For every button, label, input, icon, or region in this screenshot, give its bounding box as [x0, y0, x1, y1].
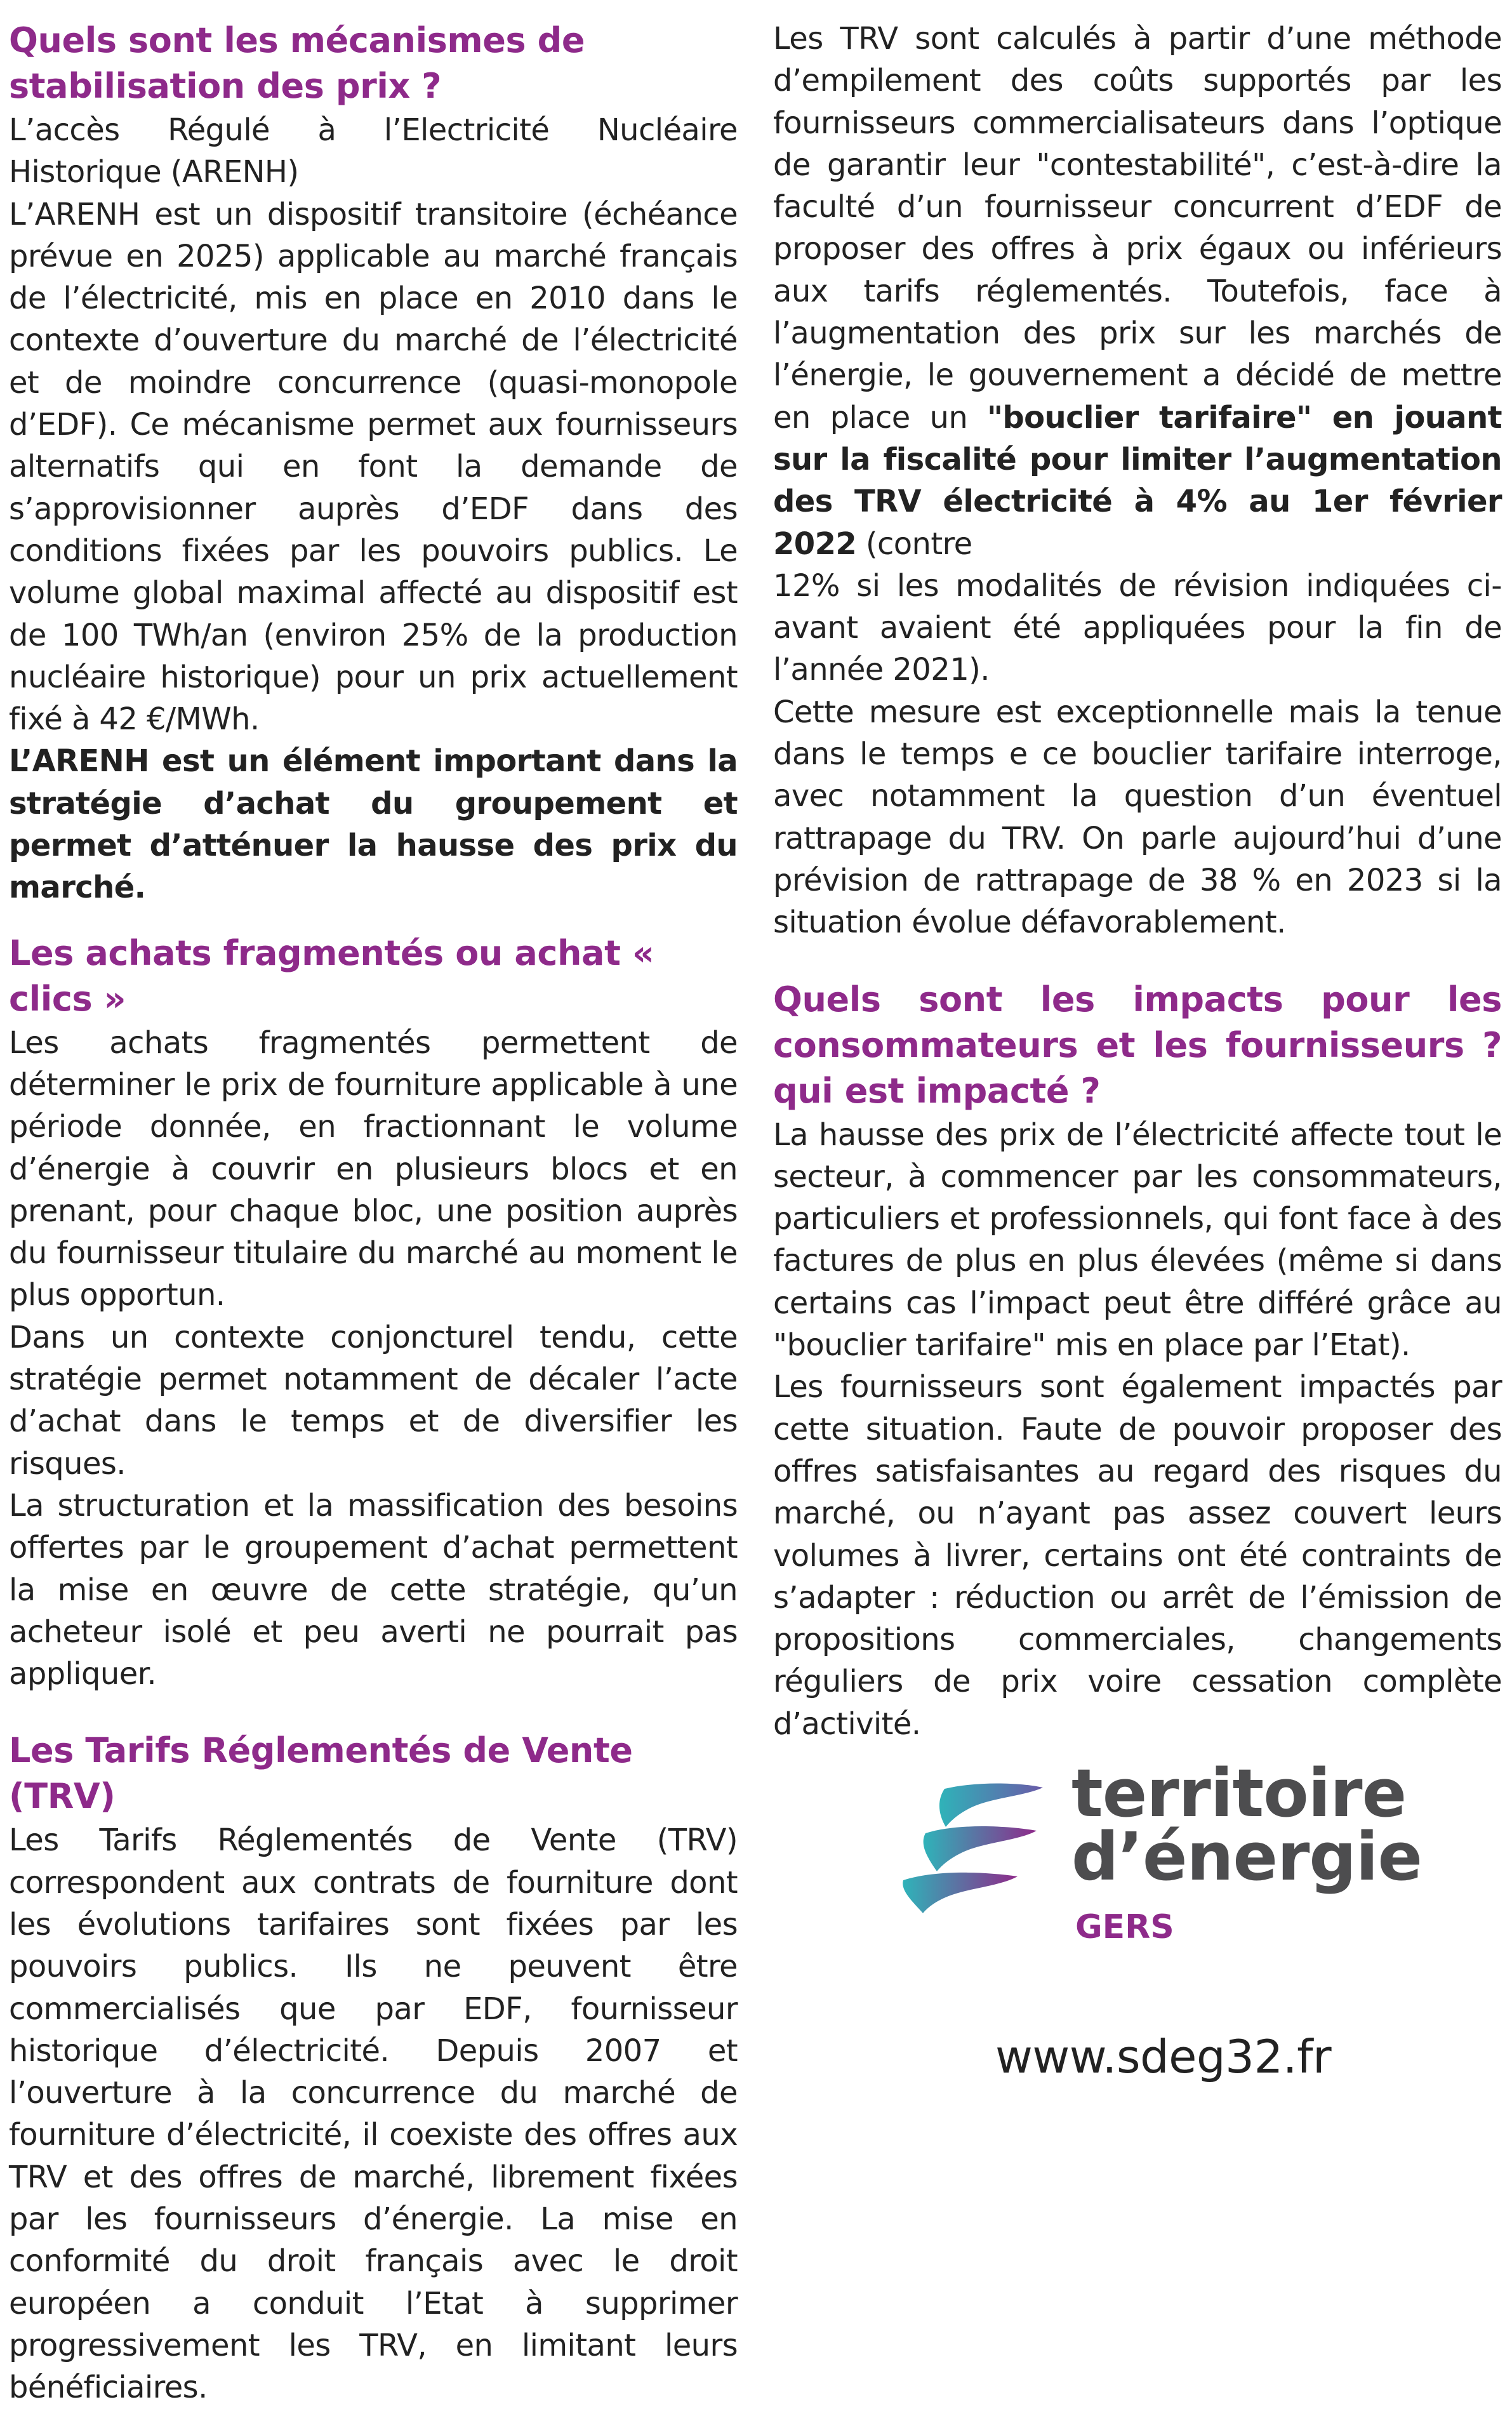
paragraph-impacts-2: Les fournisseurs sont également impactés par cette situation. Faute de pouvoir proposer des offres satisfaisantes au regard des risques du marché, ou n’ayant pas assez couvert leurs volumes à livrer, certains ont été contraints de s’adapter : réduction ou arrêt de l’émission de propositions commerciales, changements réguliers de prix voire cessation complète d’activité. — [773, 1369, 1502, 1742]
subtitle-arenh: L’accès Régulé à l’Electricité Nucléaire Historique (ARENH) — [9, 112, 738, 190]
paragraph-trv-calcul — [773, 18, 1502, 565]
text-span: Les TRV sont calculés à partir d’une méthode d’empilement des coûts supportés par les fournisseurs commercialisateurs dans l’optique de garantir leur "contestabilité", c’est-à-dire la faculté d’un fournisseur concurrent d’EDF de proposer des offres à prix égaux ou inférieurs aux tarifs réglementés. Toutefois, face à l’augmentation des prix sur les marchés de l’énergie, le gouvernement a décidé de mettre en place un — [773, 21, 1502, 435]
wave-logo-icon — [900, 1770, 1046, 1916]
bold-text: L’ARENH est un élément important dans la stratégie d’achat du groupement et permet d’atténuer la hausse des prix du marché. — [9, 743, 738, 906]
website-link[interactable]: www.sdeg32.fr — [995, 2030, 1332, 2083]
paragraph-trv: Les Tarifs Réglementés de Vente (TRV) correspondent aux contrats de fourniture dont les évolutions tarifaires sont fixées par les pouvoirs publics. Ils ne peuvent être commercialisés que par EDF, fournisseur historique d’électricité. Depuis 2007 et l’ouverture à la concurrence du marché de fourniture d’électricité, il coexiste des offres aux TRV et des offres de marché, librement fixées par les fournisseurs d’énergie. La mise en conformité du droit français avec le droit européen a conduit l’Etat à supprimer progressivement les TRV, en limitant leurs bénéficiaires. — [9, 1822, 738, 2406]
section-title-impacts: Quels sont les impacts pour les consommateurs et les fournisseurs ? qui est impacté ? — [773, 979, 1502, 1111]
paragraph-impacts-1: La hausse des prix de l’électricité affecte tout le secteur, à commencer par les consommateurs, particuliers et professionnels, qui font face à des factures de plus en plus élevées (même si dans certains cas l’impact peut être différé grâce au "bouclier tarifaire" mis en place par l’Etat). — [773, 1117, 1502, 1364]
text-span: (contre — [856, 526, 972, 562]
logo-subtitle: GERS — [1075, 1908, 1174, 1946]
paragraph-achats-1: Les achats fragmentés permettent de déterminer le prix de fourniture applicable à une période donnée, en fractionnant le volume d’énergie à couvrir en plusieurs blocs et en prenant, pour chaque bloc, une position auprès du fournisseur titulaire du marché au moment le plus opportun. — [9, 1025, 738, 1313]
section-title-stabilisation: Quels sont les mécanismes de stabilisation des prix ? — [9, 20, 585, 106]
section-title-achats-fragmentes: Les achats fragmentés ou achat « clics » — [9, 932, 654, 1019]
right-column — [773, 18, 1502, 1745]
bold-text: "bouclier tarifaire" en jouant sur la fiscalité pour limiter l’augmentation des TRV électricité à 4% au 1er février 2022 — [773, 399, 1502, 562]
paragraph-arenh: L’ARENH est un dispositif transitoire (échéance prévue en 2025) applicable au marché français de l’électricité, mis en place en 2010 dans le contexte d’ouverture du marché de l’électricité et de moindre concurrence (quasi-monopole d’EDF). Ce mécanisme permet aux fournisseurs alternatifs qui en font la demande de s’approvisionner auprès d’EDF dans des conditions fixées par les pouvoirs publics. Le volume global maximal affecté au dispositif est de 100 TWh/an (environ 25% de la production nucléaire historique) pour un prix actuellement fixé à 42 €/MWh. — [9, 196, 738, 738]
paragraph-achats-3: La structuration et la massification des besoins offertes par le groupement d’achat permettent la mise en œuvre de cette stratégie, qu’un acheteur isolé et peu averti ne pourrait pas appliquer. — [9, 1487, 738, 1692]
paragraph-trv-revision: 12% si les modalités de révision indiquées ci-avant avaient été appliquées pour la fin de l’année 2021). — [773, 567, 1502, 688]
section-title-trv: Les Tarifs Réglementés de Vente (TRV) — [9, 1730, 633, 1817]
left-column — [9, 18, 738, 2409]
paragraph-trv-mesure: Cette mesure est exceptionnelle mais la tenue dans le temps e ce bouclier tarifaire interroge, avec notamment la question d’un éventuel rattrapage du TRV. On parle aujourd’hui d’une prévision de rattrapage de 38 % en 2023 si la situation évolue défavorablement. — [773, 694, 1502, 941]
paragraph-achats-2: Dans un contexte conjoncturel tendu, cette stratégie permet notamment de décaler l’acte d’achat dans le temps et de diversifier les risques. — [9, 1319, 738, 1482]
logo-line1: territoire — [1071, 1755, 1407, 1832]
paragraph-arenh-highlight — [9, 740, 738, 908]
logo-line2: d’énergie — [1071, 1818, 1422, 1895]
territoire-energie-logo — [900, 1752, 1421, 1955]
